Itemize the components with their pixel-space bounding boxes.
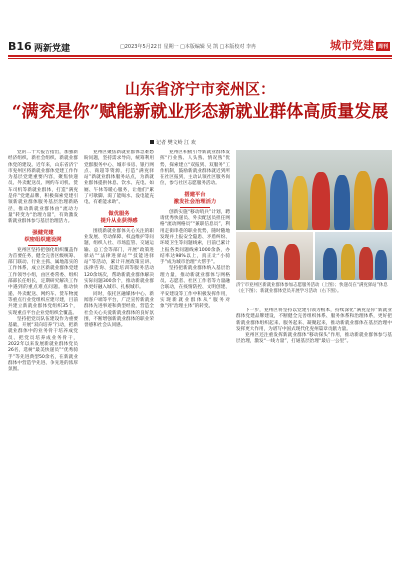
courier-station-photo — [236, 232, 313, 280]
article-column-3 — [160, 150, 230, 562]
article-paragraph: 坚持把党员队伍建设作为重要基础，开展“双向培养”行动，把新就业群体中的业务骨干培养成党员、把党员培养成业务骨干，2022年以来发展新就业群体党员26名，选树“最美快递员”“优秀骑手”等先进典型50余名，在新就业群体中营造学先进、争先进的浓厚氛围。 — [8, 316, 78, 373]
article-paragraph: 创新实施“移动哨兵”计划，聘请优秀快递员、外卖配送员担任网格“流动网格员”“兼职信息员”，利用走街串巷的职业优势，随时随地发现并上报安全隐患、矛盾纠纷、环境卫生等问题线索，目前已累计上报各类问题线索1000余条，办结率达98%以上，真正让“小骑手”成为城市治理“大帮手”。 — [160, 209, 230, 266]
article-paragraph: 兖州区还注重发挥新就业群体“移动探头”作用，推动新就业群体参与基层治理，激发“一线力量”，打通基层治理“最后一公里”。 — [236, 333, 392, 345]
byline — [150, 139, 196, 146]
article-paragraph: 兖州区聚焦新就业群体急难愁盼问题，坚持需求导向，统筹利用党群服务中心、城市书房、银行网点、商超等资源，打造“满兖驿站”新就业群体服务站点，为新就业群体提供休息、饮水、充电、如厕、午休等暖心服务，让他们“累了可歇脚、渴了能喝水、没电能充电、有难能求助”。 — [84, 150, 154, 206]
article-paragraph: 下一步，兖州区将坚持以党建引领为根本，持续深化“满兖是你”新就业群体党建品牌建设，不断健全完善组织体系、服务体系和治理体系，更好把新就业群体组织起来、服务起来、凝聚起来，推动新就业群体在基层治理中发挥更大作用，为谱写中国式现代化兖州篇章贡献力量。 — [236, 308, 392, 332]
page-number: B16 — [8, 40, 32, 53]
newspaper-brand — [330, 37, 390, 53]
article-subheading: 做优服务 提升从业获得感 — [84, 211, 154, 227]
article-paragraph: 党的二十大报告指出，加强新经济组织、新社会组织、新就业群体党的建设。近年来，山东省济宁市兖州区将新就业群体党建工作作为基层党建重要内容，聚焦快递员、外卖配送员、网约车司机、货车司机等新就业群体，打造“满兖是你”党建品牌，积极探索党建引领新就业群体服务基层治理新路径，推动新就业群体由“流动力量”转变为“治理力量”，有效激发新就业群体参与基层治理活力。 — [8, 150, 78, 225]
party-study-photo — [315, 232, 392, 280]
header-rule-thick — [8, 55, 392, 57]
volunteer-group-photo — [236, 150, 392, 230]
article-paragraph: 兖州区积极引导新就业群体发挥“行业熟、人头熟、情况熟”优势，探索建立“双报到、双服务”工作机制，鼓励新就业群体就近到所在社区报到，主动认领社区服务岗位，参与社区志愿服务活动。 — [160, 150, 230, 187]
brand-tag: 周刊 — [377, 43, 388, 50]
article-paragraph: 坚持把新就业群体纳入基层治理力量，推动新就业群体与网格员、志愿者、社区工作者等力量融合联动，在疫情防控、文明创建、平安建设等工作中积极发挥作用，实现新就业群体从“服务对象”到“治理主体”的转变。 — [160, 266, 230, 310]
article-subheading: 强健党建 织密组织建设网 — [8, 230, 78, 246]
section-title: 两新党建 — [34, 44, 71, 54]
article-column-4 — [236, 308, 392, 562]
byline-text: 记者 樊文岭 江 欢 — [156, 140, 196, 146]
dateline: □2023年5月22日 星期一 □本版编辑 吴 凯 □本版校对 李冉 — [120, 44, 256, 50]
article-paragraph: 同时，依托区融媒体中心、新闻客户端等平台，广泛宣传新就业群体先进事迹和典型经验，营造全社会关心关爱新就业群体的良好氛围，不断增强新就业群体的职业荣誉感和社会认同感。 — [84, 291, 154, 329]
article-column-1 — [8, 150, 78, 562]
article-subheading: 搭建平台 激发社会治理活力 — [160, 192, 230, 208]
article-paragraph: 兖州区坚持把强化组织覆盖作为首要任务，健全完善区级统筹、部门联动、行业主抓、属地落实的工作体系，成立区新就业群体党建工作领导小组，由区委常委、组织部部长任组长，定期研究解决工作中遇到的重点难点问题。推动快递、外卖配送、网约车、货车物流等重点行业党组织应建尽建，目前共建立新就业群体党组织35个，实现重点平台企业党组织全覆盖。 — [8, 247, 78, 316]
photo-caption: 济宁市兖州区新就业群体参加志愿服务活动（上图）；快递员在“满兖驿站”休息（左下图）；新就业群体党员开展学习活动（右下图）。 — [236, 283, 388, 294]
headline-line-1: 山东省济宁市兖州区： — [124, 80, 275, 98]
brand-name: 城市党建 — [329, 39, 374, 52]
square-bullet-icon — [150, 140, 154, 144]
article-column-2 — [84, 150, 154, 562]
header-rule-thin — [8, 58, 392, 59]
article-paragraph: 围绕新就业群体关心关注的职业发展、劳动保障、权益维护等问题，组织人社、市场监管、交通运输、总工会等部门，开展“政策进驿站”“法律进驿站”“技能进驿站”等活动，累计开展政策宣讲、法律咨询、技能培训等服务活动120余场次，帮助新就业群体解决实际问题300余个，推动新就业群体更好融入城市、扎根城市。 — [84, 228, 154, 291]
headline-line-2: “满兖是你”赋能新就业形态新就业群体高质量发展 — [11, 102, 389, 122]
photo-group — [236, 150, 392, 280]
page-header — [0, 0, 400, 60]
